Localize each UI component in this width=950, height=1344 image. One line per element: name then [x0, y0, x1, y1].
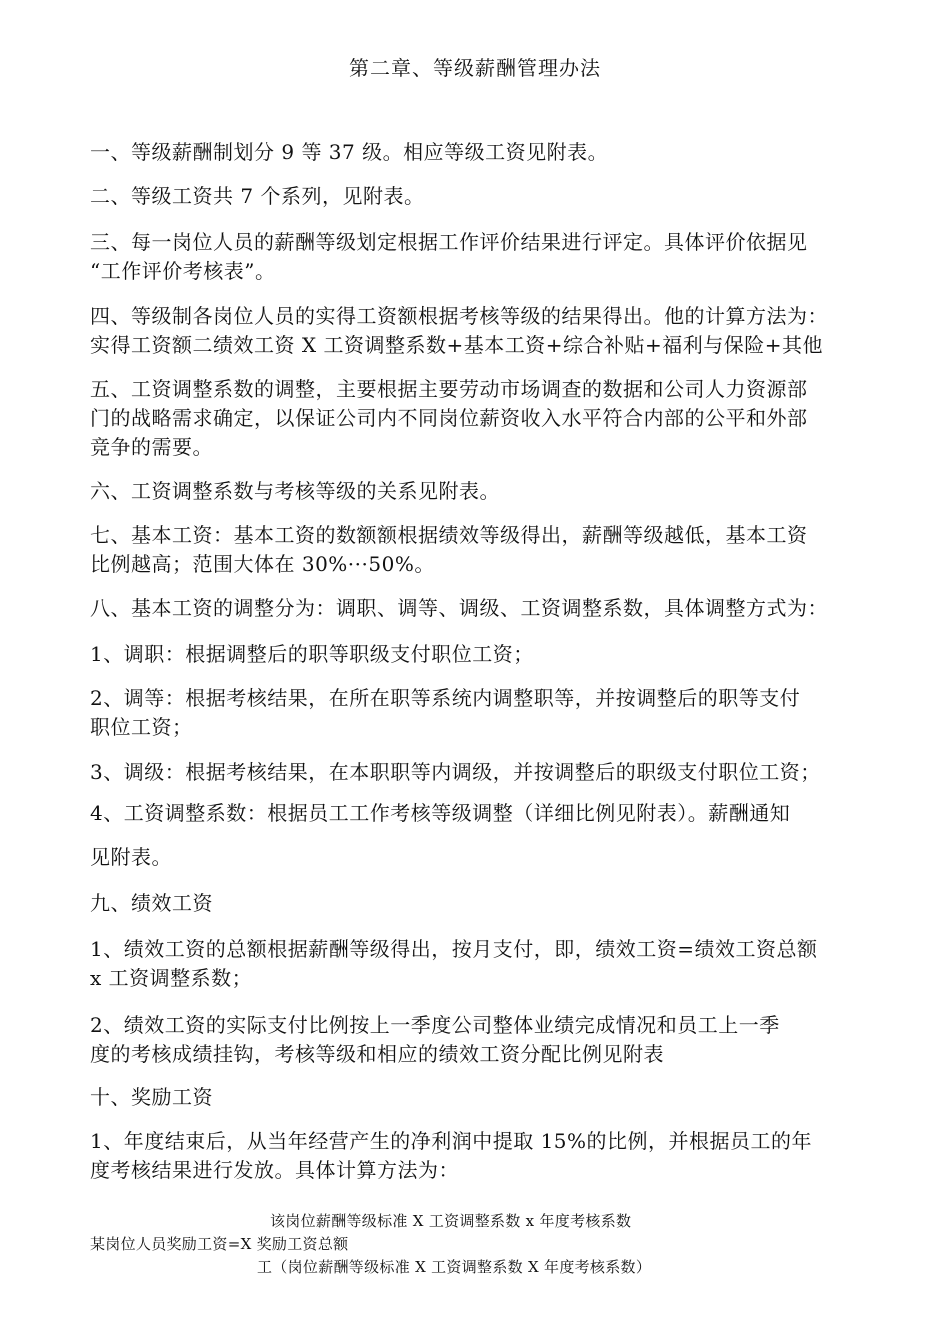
text-line: 1、调职：根据调整后的职等职级支付职位工资；	[90, 642, 534, 666]
paragraph-1	[90, 138, 890, 167]
formula-lead: 某岗位人员奖励工资=X 奖励工资总额	[90, 1235, 349, 1253]
text-line: 三、每一岗位人员的薪酬等级划定根据工作评价结果进行评定。具体评价依据见	[90, 230, 808, 254]
paragraph-3	[90, 228, 890, 286]
text-line: 比例越高；范围大体在 30%···50%。	[90, 552, 435, 576]
text-line: 竞争的需要。	[90, 435, 213, 459]
text-line: 六、工资调整系数与考核等级的关系见附表。	[90, 479, 500, 503]
text-line: 十、奖励工资	[90, 1085, 213, 1109]
text-line: 度考核结果进行发放。具体计算方法为：	[90, 1158, 459, 1182]
text-line: 七、基本工资：基本工资的数额额根据绩效等级得出，薪酬等级越低，基本工资	[90, 523, 808, 547]
text-line: 1、年度结束后，从当年经营产生的净利润中提取 15%的比例，并根据员工的年	[90, 1129, 813, 1153]
paragraph-10	[90, 684, 890, 742]
paragraph-15	[90, 935, 890, 993]
paragraph-18	[90, 1127, 890, 1185]
text-line: 职位工资；	[90, 715, 193, 739]
text-line: 五、工资调整系数的调整，主要根据主要劳动市场调查的数据和公司人力资源部	[90, 377, 808, 401]
paragraph-5	[90, 375, 890, 462]
text-line: 一、等级薪酬制划分 9 等 37 级。相应等级工资见附表。	[90, 140, 609, 164]
paragraph-16	[90, 1011, 890, 1069]
text-line: 2、调等：根据考核结果，在所在职等系统内调整职等，并按调整后的职等支付	[90, 686, 801, 710]
text-line: 八、基本工资的调整分为：调职、调等、调级、工资调整系数，具体调整方式为：	[90, 596, 828, 620]
formula-denominator: 工（岗位薪酬等级标准 X 工资调整系数 X 年度考核系数）	[257, 1258, 652, 1276]
paragraph-7	[90, 521, 890, 579]
paragraph-9	[90, 640, 890, 669]
paragraph-13	[90, 843, 890, 872]
text-line: 九、绩效工资	[90, 891, 213, 915]
paragraph-12	[90, 799, 890, 828]
paragraph-2	[90, 182, 890, 211]
text-line: 实得工资额二绩效工资 X 工资调整系数+基本工资+综合补贴+福利与保险+其他	[90, 333, 823, 357]
text-line: 3、调级：根据考核结果，在本职职等内调级，并按调整后的职级支付职位工资；	[90, 760, 821, 784]
paragraph-4	[90, 302, 890, 360]
paragraph-8	[90, 594, 890, 623]
text-line: 二、等级工资共 7 个系列，见附表。	[90, 184, 425, 208]
page-title: 第二章、等级薪酬管理办法	[349, 56, 601, 80]
formula-numerator: 该岗位薪酬等级标准 X 工资调整系数 x 年度考核系数	[270, 1212, 632, 1230]
paragraph-17	[90, 1083, 890, 1112]
paragraph-11	[90, 758, 890, 787]
text-line: 门的战略需求确定，以保证公司内不同岗位薪资收入水平符合内部的公平和外部	[90, 406, 808, 430]
text-line: x 工资调整系数；	[90, 966, 253, 990]
text-line: 4、工资调整系数：根据员工工作考核等级调整（详细比例见附表）。薪酬通知	[90, 801, 791, 825]
text-line: 1、绩效工资的总额根据薪酬等级得出，按月支付，即，绩效工资=绩效工资总额	[90, 937, 818, 961]
text-line: “工作评价考核表”。	[90, 259, 276, 283]
text-line: 四、等级制各岗位人员的实得工资额根据考核等级的结果得出。他的计算方法为：	[90, 304, 828, 328]
text-line: 见附表。	[90, 845, 172, 869]
paragraph-6	[90, 477, 890, 506]
text-line: 2、绩效工资的实际支付比例按上一季度公司整体业绩完成情况和员工上一季	[90, 1013, 780, 1037]
text-line: 度的考核成绩挂钩，考核等级和相应的绩效工资分配比例见附表	[90, 1042, 664, 1066]
paragraph-14	[90, 889, 890, 918]
